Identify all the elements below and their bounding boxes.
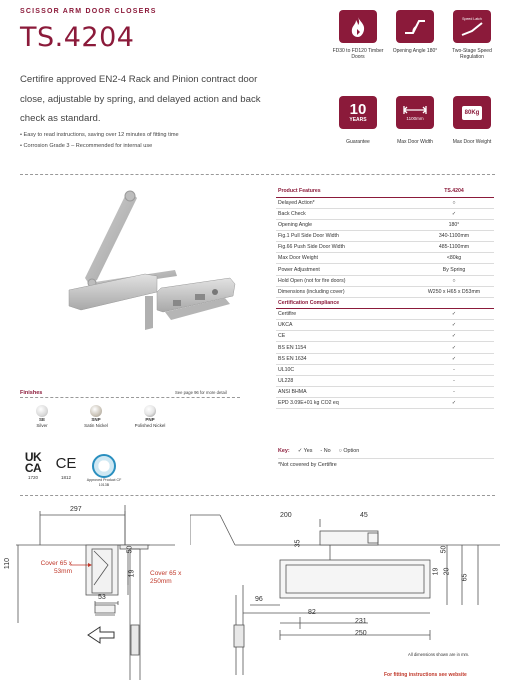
- cover-label-left: Cover 65 x 53mm: [40, 560, 72, 575]
- table-row: [276, 242, 494, 253]
- row-label: Delayed Action*: [276, 197, 414, 208]
- icon-caption: Max Door Width: [397, 139, 433, 145]
- section-divider: [20, 495, 495, 496]
- table-row: [276, 208, 494, 219]
- finish-name: Silver: [36, 422, 48, 428]
- key-option: ○ Option: [338, 448, 360, 454]
- fire-icon: [339, 10, 377, 43]
- table-row: [276, 253, 494, 264]
- door-width-icon: [396, 96, 434, 129]
- guarantee-unit: YEARS: [349, 117, 367, 123]
- finish-snp: [76, 405, 116, 428]
- cert-header-label: Certification Compliance: [276, 297, 494, 308]
- weight-icon-text: 80Kg: [462, 106, 483, 120]
- ce-mark: [53, 456, 79, 480]
- row-label: Back Check: [276, 208, 414, 219]
- icon-caption: FD30 to FD120 Timber Doors: [332, 48, 384, 60]
- drawing-left: [10, 505, 180, 680]
- table-row: [276, 275, 494, 286]
- finish-se: [22, 405, 62, 428]
- dim-19: 19: [128, 569, 136, 578]
- dim-110: 110: [4, 557, 12, 570]
- table-row: [276, 309, 494, 320]
- table-row: [276, 219, 494, 230]
- key-yes: ✓ Yes: [297, 448, 313, 454]
- table-key: [278, 448, 359, 454]
- row-value: ✓: [414, 353, 494, 364]
- ce-number: 1812: [60, 475, 71, 480]
- row-value: -: [414, 375, 494, 386]
- table-row: [276, 331, 494, 342]
- bullet-list: [20, 130, 179, 152]
- row-value: -: [414, 364, 494, 375]
- width-icon-text: 1100mm: [406, 116, 424, 121]
- certifire-logo: [92, 454, 116, 478]
- ukca-mark: [20, 452, 46, 480]
- row-value: -: [414, 387, 494, 398]
- row-value: ○: [414, 197, 494, 208]
- product-title: TS.4204: [20, 22, 135, 53]
- finish-code: SE: [38, 417, 45, 422]
- finish-name: Satin Nickel: [84, 422, 108, 428]
- table-row: [276, 398, 494, 409]
- row-value: ✓: [414, 331, 494, 342]
- row-label: Hold Open (not for fire doors): [276, 275, 414, 286]
- finish-swatch: [144, 405, 156, 417]
- dim-45: 45: [360, 512, 368, 519]
- row-label: Power Adjustment: [276, 264, 414, 275]
- row-label: Fig.1 Pull Side Door Width: [276, 231, 414, 242]
- key-no: - No: [320, 448, 331, 454]
- opening-angle-icon: [396, 10, 434, 43]
- dim-82: 82: [308, 609, 316, 616]
- cover-label-right: Cover 65 x 250mm: [150, 570, 182, 585]
- dim-50-right: 50: [440, 545, 448, 554]
- table-row: [276, 264, 494, 275]
- key-label: Key:: [278, 448, 290, 454]
- row-value: ✓: [414, 309, 494, 320]
- row-label: UL10C: [276, 364, 414, 375]
- finish-name: Polished Nickel: [134, 422, 166, 428]
- guarantee-number: 10: [349, 101, 367, 118]
- icon-caption: Guarantee: [346, 139, 370, 145]
- note-dimensions: All dimensions shown are in mm.: [408, 652, 470, 657]
- product-image: [65, 188, 245, 358]
- row-label: BS EN 1634: [276, 353, 414, 364]
- row-value: <80kg: [414, 253, 494, 264]
- row-label: Max Door Weight: [276, 253, 414, 264]
- row-label: CE: [276, 331, 414, 342]
- table-row: [276, 375, 494, 386]
- dim-35: 35: [294, 539, 302, 548]
- table-row: [276, 286, 494, 297]
- row-value: By Spring: [414, 264, 494, 275]
- table-header-value: TS.4204: [414, 186, 494, 197]
- ukca-logo: UK CA: [24, 450, 42, 475]
- certifire-text: Approved Product CF 1013B: [86, 478, 122, 487]
- key-divider: [278, 458, 494, 459]
- section-divider: [20, 174, 495, 175]
- row-label: Opening Angle: [276, 219, 414, 230]
- row-label: BS EN 1154: [276, 342, 414, 353]
- row-value: 180°: [414, 219, 494, 230]
- row-label: UKCA: [276, 320, 414, 331]
- table-row: [276, 342, 494, 353]
- dim-19-right: 19: [432, 567, 440, 576]
- row-label: UL228: [276, 375, 414, 386]
- row-label: EPD 3.09E+01 kg CO2 eq: [276, 398, 414, 409]
- dim-96: 96: [255, 596, 263, 603]
- row-label: ANSI BHMA: [276, 387, 414, 398]
- finishes-title: Finishes: [20, 390, 43, 396]
- row-value: ✓: [414, 208, 494, 219]
- icon-caption: Opening Angle 180°: [392, 48, 438, 54]
- finish-swatch: [90, 405, 102, 417]
- dim-20: 20: [443, 567, 451, 576]
- row-label: Fig.66 Push Side Door Width: [276, 242, 414, 253]
- note-fitting: For fitting instructions see website: [384, 672, 467, 678]
- icon-caption: Two-Stage Speed Regulation: [452, 48, 492, 60]
- product-description: Certifire approved EN2-4 Rack and Pinion contract door close, adjustable by spring, and delayed action and back check as standard.: [20, 74, 261, 124]
- dim-250: 250: [355, 630, 367, 637]
- icon-caption: Max Door Weight: [452, 139, 492, 145]
- door-weight-icon: [453, 96, 491, 129]
- finishes-note: See page 96 for more detail: [175, 390, 227, 395]
- row-value: W250 x H65 x D53mm: [414, 286, 494, 297]
- dim-297: 297: [70, 506, 82, 513]
- table-row: [276, 197, 494, 208]
- guarantee-icon: [339, 96, 377, 129]
- finish-code: PNP: [145, 417, 155, 422]
- ukca-number: 1720: [27, 475, 38, 480]
- row-value: ○: [414, 275, 494, 286]
- table-row: [276, 231, 494, 242]
- row-value: ✓: [414, 398, 494, 409]
- finish-code: SNP: [91, 417, 101, 422]
- row-value: ✓: [414, 320, 494, 331]
- ce-logo: CE: [55, 455, 77, 472]
- speed-icon-text: Speed Latch: [462, 16, 482, 21]
- spec-table: [276, 186, 494, 409]
- cert-header: [276, 297, 494, 308]
- category-label: SCISSOR ARM DOOR CLOSERS: [20, 8, 157, 15]
- row-value: ✓: [414, 342, 494, 353]
- table-footnote: *Not covered by Certifire: [278, 462, 337, 468]
- row-value: 340-1100mm: [414, 231, 494, 242]
- row-value: 485-1100mm: [414, 242, 494, 253]
- bullet-item: • Corrosion Grade 3 – Recommended for internal use: [20, 141, 179, 152]
- table-row: [276, 364, 494, 375]
- certifire-mark: [85, 454, 123, 487]
- finishes-divider: [20, 397, 240, 398]
- speed-regulation-icon: [453, 10, 491, 43]
- finish-pnp: [130, 405, 170, 428]
- table-header: [276, 186, 494, 197]
- table-row: [276, 320, 494, 331]
- table-row: [276, 353, 494, 364]
- dim-53: 53: [98, 594, 106, 601]
- table-row: [276, 387, 494, 398]
- finish-swatches: [22, 405, 170, 428]
- row-label: Certifire: [276, 309, 414, 320]
- dim-50: 50: [126, 545, 134, 554]
- bullet-item: • Easy to read instructions, saving over 12 minutes of fitting time: [20, 130, 179, 141]
- dim-65: 65: [461, 573, 469, 582]
- dim-200: 200: [280, 512, 292, 519]
- table-header-label: Product Features: [276, 186, 414, 197]
- finish-swatch: [36, 405, 48, 417]
- dim-231: 231: [355, 618, 367, 625]
- row-label: Dimensions (including cover): [276, 286, 414, 297]
